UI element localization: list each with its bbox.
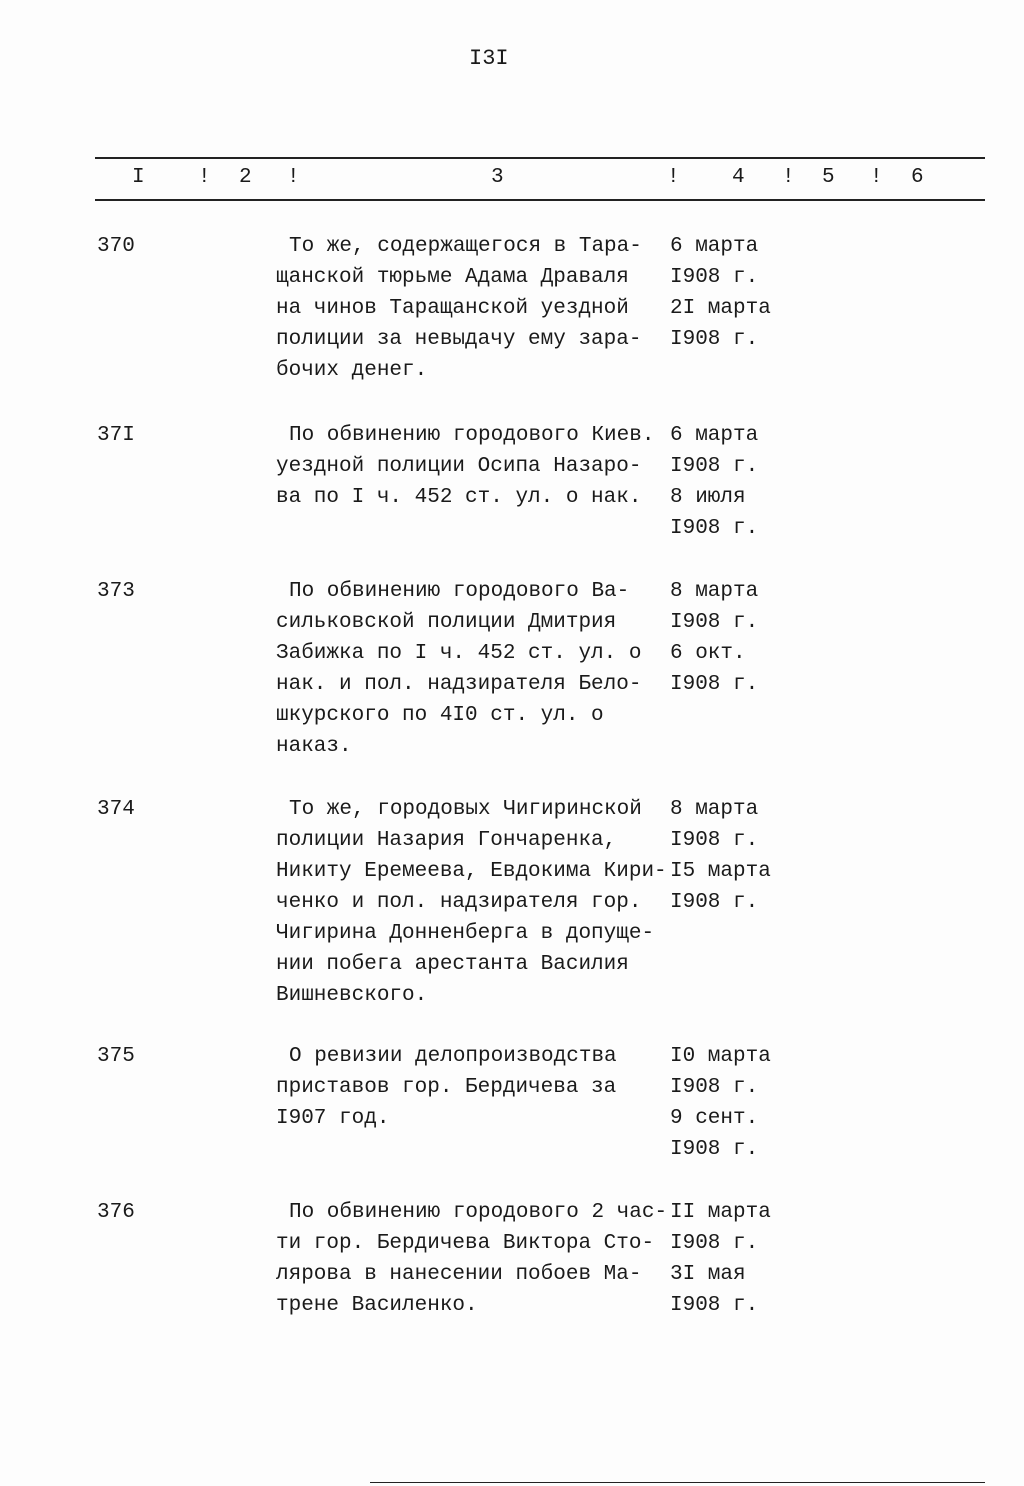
col-1: I (132, 166, 145, 189)
entry-description (276, 1041, 617, 1134)
description-line: I907 год. (276, 1107, 390, 1130)
description-line: Забижка по I ч. 452 ст. ул. о (276, 642, 642, 665)
col-sep: ! (870, 166, 883, 189)
description-line: ва по I ч. 452 ст. ул. о нак. (276, 486, 642, 509)
col-4: 4 (732, 166, 745, 189)
col-3: 3 (491, 166, 504, 189)
entry-dates (670, 576, 758, 700)
description-line: ти гор. Бердичева Виктора Сто- (276, 1232, 655, 1255)
description-line: бочих денег. (276, 359, 428, 382)
bottom-rule (370, 1482, 985, 1483)
description-line: полиции за невыдачу ему зара- (276, 328, 642, 351)
col-sep: ! (667, 166, 680, 189)
entry-number: 370 (97, 235, 135, 258)
description-line: трене Василенко. (276, 1294, 478, 1317)
page-number: I3I (469, 46, 509, 71)
entry-number: 37I (97, 424, 135, 447)
col-6: 6 (911, 166, 924, 189)
date-line: 3I мая (670, 1263, 746, 1286)
description-line: По обвинению городового Киев. (289, 424, 655, 447)
col-sep: ! (782, 166, 795, 189)
description-line: лярова в нанесении побоев Ма- (276, 1263, 642, 1286)
date-line: I908 г. (670, 517, 759, 540)
description-line: полиции Назария Гончаренка, (276, 829, 617, 852)
date-line: 8 июля (670, 486, 746, 509)
description-line: То же, городовых Чигиринской (289, 798, 642, 821)
date-line: 8 марта (670, 580, 759, 603)
entry-description (276, 420, 654, 513)
description-line: приставов гор. Бердичева за (276, 1076, 617, 1099)
date-line: 6 марта (670, 424, 759, 447)
date-line: 9 сент. (670, 1107, 759, 1130)
description-line: нии побега арестанта Василия (276, 953, 629, 976)
date-line: 6 окт. (670, 642, 746, 665)
date-line: 6 марта (670, 235, 759, 258)
col-5: 5 (822, 166, 835, 189)
date-line: I908 г. (670, 328, 759, 351)
description-line: Никиту Еремеева, Евдокима Кири- (276, 860, 667, 883)
description-line: шкурского по 4I0 ст. ул. о (276, 704, 604, 727)
date-line: I908 г. (670, 266, 759, 289)
description-line: Вишневского. (276, 984, 428, 1007)
col-sep: ! (287, 166, 300, 189)
date-line: 2I марта (670, 297, 771, 320)
date-line: I908 г. (670, 1294, 759, 1317)
date-line: I908 г. (670, 1076, 759, 1099)
entry-dates (670, 1197, 771, 1321)
description-line: ченко и пол. надзирателя гор. (276, 891, 642, 914)
col-sep: ! (198, 166, 211, 189)
entry-number: 373 (97, 580, 135, 603)
date-line: II марта (670, 1201, 771, 1224)
date-line: I0 марта (670, 1045, 771, 1068)
date-line: I908 г. (670, 891, 759, 914)
description-line: То же, содержащегося в Тара- (289, 235, 642, 258)
entry-number: 374 (97, 798, 135, 821)
description-line: сильковской полиции Дмитрия (276, 611, 617, 634)
entry-description (276, 794, 667, 1011)
col-2: 2 (239, 166, 252, 189)
description-line: на чинов Таращанской уездной (276, 297, 629, 320)
header-top-rule (95, 157, 985, 159)
description-line: нак. и пол. надзирателя Бело- (276, 673, 642, 696)
description-line: уездной полиции Осипа Назаро- (276, 455, 642, 478)
entry-dates (670, 420, 758, 544)
description-line: щанской тюрьме Адама Дравaля (276, 266, 629, 289)
date-line: I908 г. (670, 611, 759, 634)
entry-description (276, 576, 641, 762)
entry-description (276, 1197, 667, 1321)
date-line: 8 марта (670, 798, 759, 821)
description-line: По обвинению городового 2 час- (289, 1201, 668, 1224)
date-line: I908 г. (670, 673, 759, 696)
date-line: I908 г. (670, 455, 759, 478)
entry-dates (670, 231, 771, 355)
entry-dates (670, 1041, 771, 1165)
entry-number: 376 (97, 1201, 135, 1224)
description-line: наказ. (276, 735, 352, 758)
date-line: I908 г. (670, 829, 759, 852)
date-line: I5 марта (670, 860, 771, 883)
description-line: По обвинению городового Ва- (289, 580, 630, 603)
date-line: I908 г. (670, 1232, 759, 1255)
description-line: О ревизии делопроизводства (289, 1045, 617, 1068)
header-bottom-rule (95, 199, 985, 201)
date-line: I908 г. (670, 1138, 759, 1161)
entry-number: 375 (97, 1045, 135, 1068)
description-line: Чигирина Донненберга в допуще- (276, 922, 655, 945)
entry-description (276, 231, 642, 386)
entry-dates (670, 794, 771, 918)
